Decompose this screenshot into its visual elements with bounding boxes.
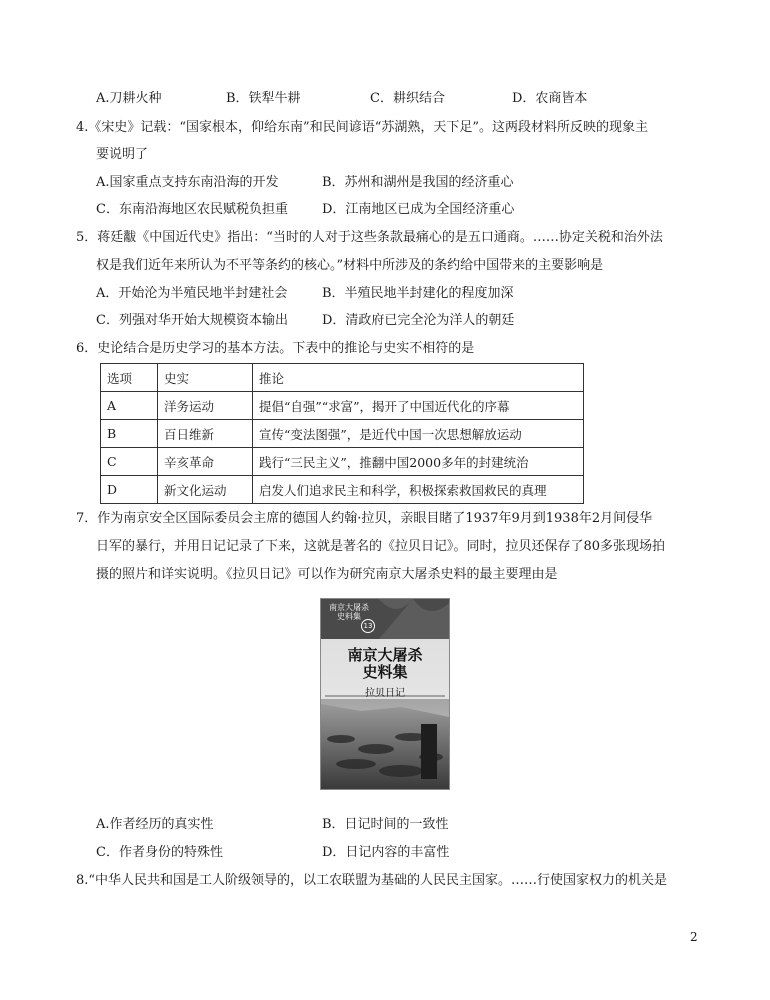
- table-header-fact: 史实: [158, 364, 253, 392]
- table-cell: 洋务运动: [158, 392, 253, 420]
- table-cell: 提倡“自强”“求富”，揭开了中国近代化的序幕: [253, 392, 584, 420]
- book-series-label: [327, 603, 371, 621]
- q7-option-c: C．作者身份的特殊性: [96, 845, 223, 860]
- page-number: 2: [690, 930, 698, 944]
- q5-stem-line2: 权是我们近年来所认为不平等条约的核心。”材料中所涉及的条约给中国带来的主要影响是: [96, 258, 604, 273]
- table-cell: 新文化运动: [158, 476, 253, 504]
- table-cell: D: [101, 476, 158, 504]
- table-cell: C: [101, 448, 158, 476]
- table-row: [101, 476, 584, 504]
- book-title: [321, 647, 449, 681]
- book-volume-number: 13: [363, 622, 373, 630]
- q7-option-d: D．日记内容的丰富性: [322, 845, 450, 860]
- q5-stem-line1: 5．蒋廷黻《中国近代史》指出：“当时的人对于这些条款最痛心的是五口通商。……协定关税和治外法: [76, 230, 663, 245]
- book-cover-image: [320, 598, 450, 790]
- q7-stem-line1: 7．作为南京安全区国际委员会主席的德国人约翰·拉贝，亲眼目睹了1937年9月到1938年2月间侵华: [76, 511, 653, 526]
- q4-option-d: D．江南地区已成为全国经济重心: [322, 202, 515, 217]
- q4-option-a: A.国家重点支持东南沿海的开发: [96, 175, 279, 190]
- q3-option-a: A.刀耕火种: [96, 91, 162, 106]
- table-row: [101, 392, 584, 420]
- q3-option-b: B．铁犁牛耕: [226, 91, 301, 106]
- q5-option-d: D．清政府已完全沦为洋人的朝廷: [322, 313, 515, 328]
- book-title-line1: 南京大屠杀: [347, 646, 423, 664]
- table-cell: 辛亥革命: [158, 448, 253, 476]
- table-row: [101, 420, 584, 448]
- book-volume-badge: [361, 619, 375, 633]
- q7-option-a: A.作者经历的真实性: [96, 817, 214, 832]
- q7-stem-line2: 日军的暴行，并用日记记录了下来，这就是著名的《拉贝日记》。同时，拉贝还保存了80多张现场拍: [96, 539, 666, 554]
- table-cell: B: [101, 420, 158, 448]
- book-title-line2: 史料集: [362, 663, 408, 681]
- table-cell: 践行“三民主义”，推翻中国2000多年的封建统治: [253, 448, 584, 476]
- table-cell: 宣传“变法图强”，是近代中国一次思想解放运动: [253, 420, 584, 448]
- q8-stem-line1: 8.“中华人民共和国是工人阶级领导的，以工农联盟为基础的人民民主国家。……行使国家权力的机关是: [76, 873, 668, 888]
- q6-stem: 6．史论结合是历史学习的基本方法。下表中的推论与史实不相符的是: [76, 341, 475, 356]
- q3-option-d: D．农商皆本: [512, 91, 588, 106]
- table-row: [101, 448, 584, 476]
- table-header-inference: 推论: [253, 364, 584, 392]
- q5-option-a: A．开始沦为半殖民地半封建社会: [96, 286, 288, 301]
- table-header-option: 选项: [101, 364, 158, 392]
- q7-stem-line3: 摄的照片和详实说明。《拉贝日记》可以作为研究南京大屠杀史料的最主要理由是: [96, 567, 558, 582]
- q6-table: [100, 363, 584, 504]
- table-cell: 百日维新: [158, 420, 253, 448]
- table-header-row: [101, 364, 584, 392]
- q7-option-b: B．日记时间的一致性: [322, 817, 449, 832]
- q4-option-c: C．东南沿海地区农民赋税负担重: [96, 202, 288, 217]
- table-cell: A: [101, 392, 158, 420]
- book-subtitle: 拉贝日记: [365, 688, 405, 699]
- q4-stem-line1: 4.《宋史》记载：“国家根本，仰给东南”和民间谚语“苏湖熟，天下足”。这两段材料所反映的现象主: [76, 120, 648, 135]
- q4-option-b: B．苏州和湖州是我国的经济重心: [322, 175, 514, 190]
- q4-stem-line2: 要说明了: [96, 147, 149, 162]
- q3-option-c: C．耕织结合: [370, 91, 445, 106]
- table-cell: 启发人们追求民主和科学，积极探索救国救民的真理: [253, 476, 584, 504]
- q5-option-c: C．列强对华开始大规模资本输出: [96, 313, 288, 328]
- book-series-text: 南京大屠杀史料集: [329, 603, 369, 621]
- q5-option-b: B．半殖民地半封建化的程度加深: [322, 286, 514, 301]
